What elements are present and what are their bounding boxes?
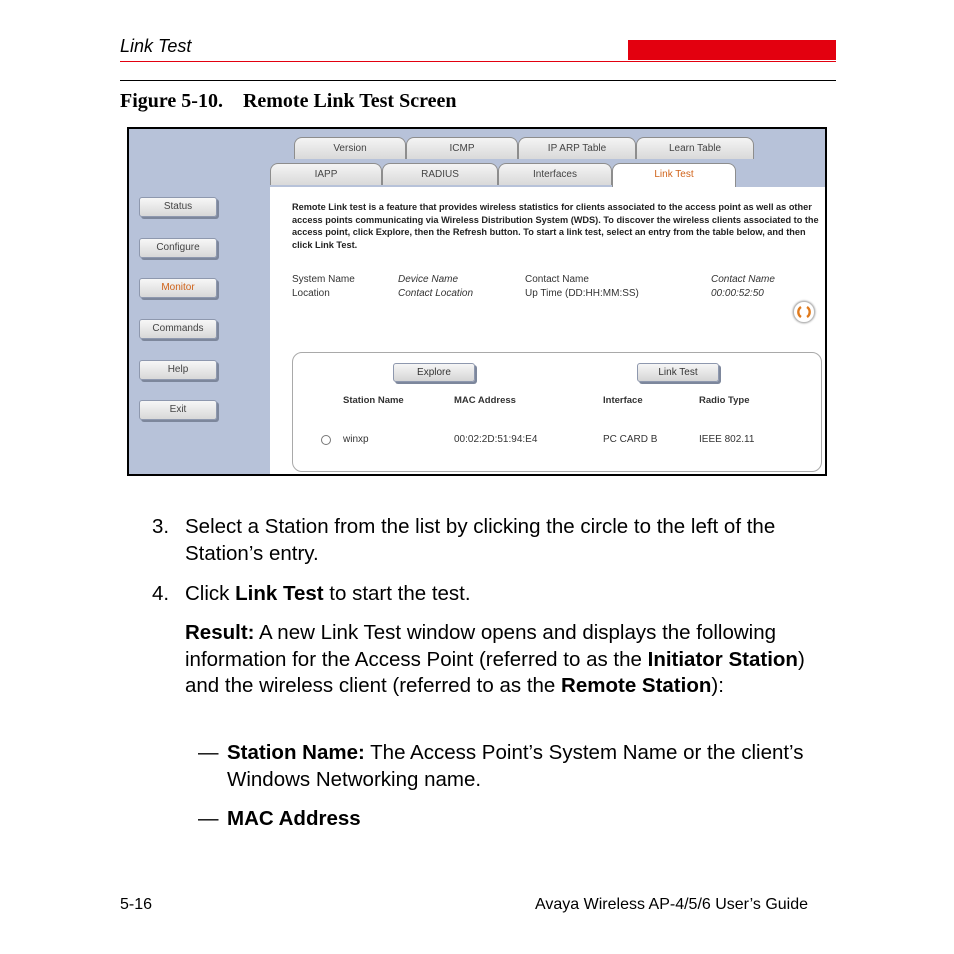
result-paragraph: Result: A new Link Test window opens and displays the following information for the Access Point (referred to as the Initiator Station) and the wireless client (referred to as the Remote Station): bbox=[185, 621, 805, 697]
column-header-station-name: Station Name bbox=[343, 395, 404, 406]
tab-ip-arp-table[interactable]: IP ARP Table bbox=[518, 137, 636, 159]
nav-exit-button[interactable]: Exit bbox=[139, 400, 217, 420]
station-panel bbox=[292, 352, 822, 472]
header-red-bar bbox=[628, 40, 836, 60]
nav-commands-button[interactable]: Commands bbox=[139, 319, 217, 339]
header-black-rule bbox=[120, 80, 836, 81]
tab-bar bbox=[270, 129, 825, 187]
step-3-text: Select a Station from the list by clicking the circle to the left of the Station’s entry. bbox=[185, 515, 776, 565]
bullet-1-dash: — bbox=[198, 741, 219, 764]
column-header-radio-type: Radio Type bbox=[699, 395, 750, 406]
tab-link-test[interactable]: Link Test bbox=[612, 163, 736, 187]
nav-monitor-button[interactable]: Monitor bbox=[139, 278, 217, 298]
tab-icmp[interactable]: ICMP bbox=[406, 137, 518, 159]
explore-button[interactable]: Explore bbox=[393, 363, 475, 382]
left-nav bbox=[129, 129, 270, 474]
nav-help-button[interactable]: Help bbox=[139, 360, 217, 380]
step-4-number: 4. bbox=[152, 582, 170, 605]
system-name-value: Device Name bbox=[398, 274, 459, 285]
tab-learn-table[interactable]: Learn Table bbox=[636, 137, 754, 159]
running-head: Link Test bbox=[120, 36, 192, 56]
location-value: Contact Location bbox=[398, 288, 474, 299]
column-header-mac-address: MAC Address bbox=[454, 395, 516, 406]
interface-cell: PC CARD B bbox=[603, 434, 658, 445]
station-name-cell: winxp bbox=[343, 434, 369, 445]
tab-version[interactable]: Version bbox=[294, 137, 406, 159]
column-header-interface: Interface bbox=[603, 395, 643, 406]
intro-text: Remote Link test is a feature that provides wireless statistics for clients associated to the access point as well as other access points communicating via Wireless Distribution System (WDS). To discover the wireless clients associated to the access point, click Explore, then the Refresh button. To start a link test, select an entry from the table below, and then click Link Test. bbox=[292, 202, 819, 250]
tab-interfaces[interactable]: Interfaces bbox=[498, 163, 612, 185]
bullet-2-dash: — bbox=[198, 807, 219, 830]
nav-status-button[interactable]: Status bbox=[139, 197, 217, 217]
step-3-number: 3. bbox=[152, 515, 170, 538]
refresh-icon[interactable] bbox=[793, 301, 815, 323]
page-number: 5-16 bbox=[120, 896, 153, 913]
remote-link-test-screenshot bbox=[127, 127, 827, 476]
link-test-content bbox=[270, 187, 825, 474]
uptime-value: 00:00:52:50 bbox=[711, 288, 764, 299]
nav-configure-button[interactable]: Configure bbox=[139, 238, 217, 258]
location-label: Location bbox=[292, 288, 330, 299]
station-radio-button[interactable] bbox=[321, 435, 331, 445]
radio-type-cell: IEEE 802.11 bbox=[699, 434, 755, 445]
uptime-label: Up Time (DD:HH:MM:SS) bbox=[525, 288, 639, 299]
bullet-1-text: Station Name: The Access Point’s System Name or the client’s Windows Networking name. bbox=[227, 741, 804, 791]
bullet-2-text: MAC Address bbox=[227, 807, 361, 830]
system-name-label: System Name bbox=[292, 274, 355, 285]
contact-name-label: Contact Name bbox=[525, 274, 589, 285]
tab-iapp[interactable]: IAPP bbox=[270, 163, 382, 185]
mac-address-cell: 00:02:2D:51:94:E4 bbox=[454, 434, 538, 445]
header-red-rule bbox=[120, 61, 836, 62]
figure-caption: Figure 5-10. Remote Link Test Screen bbox=[120, 90, 457, 112]
guide-title: Avaya Wireless AP-4/5/6 User’s Guide bbox=[535, 896, 809, 913]
link-test-button[interactable]: Link Test bbox=[637, 363, 719, 382]
tab-radius[interactable]: RADIUS bbox=[382, 163, 498, 185]
step-4-text: Click Link Test to start the test. bbox=[185, 582, 471, 605]
contact-name-value: Contact Name bbox=[711, 274, 775, 285]
